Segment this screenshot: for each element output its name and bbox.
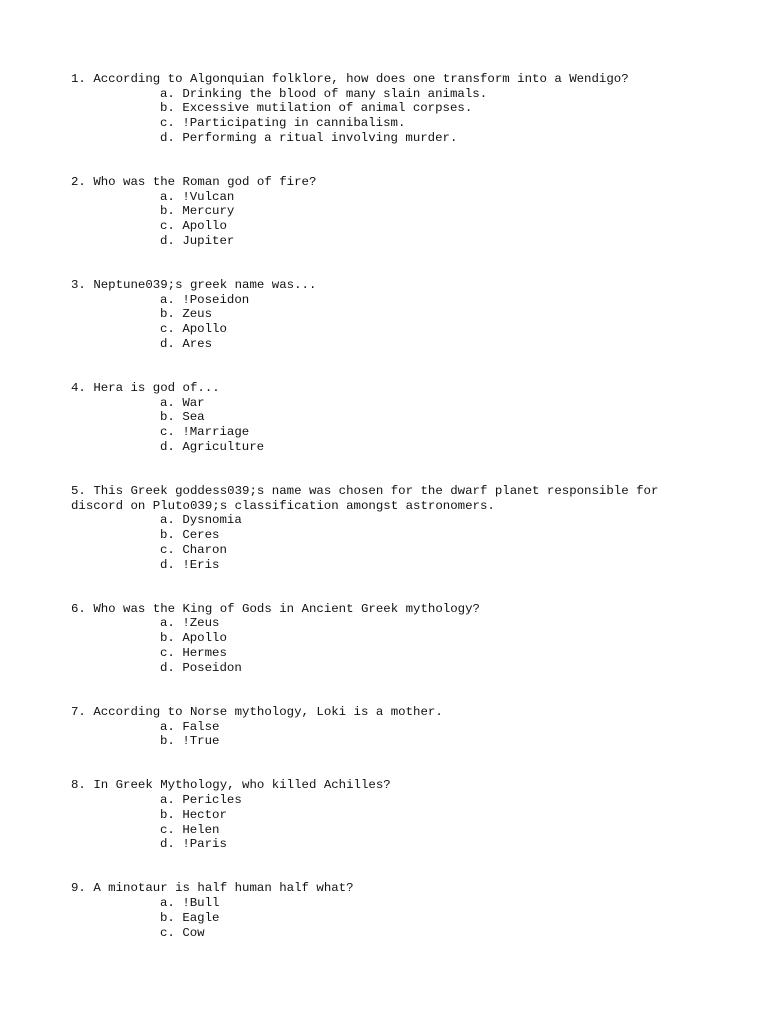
option-letter: d. bbox=[160, 557, 175, 572]
option-b bbox=[160, 808, 711, 823]
question-text bbox=[71, 484, 711, 513]
option-letter: a. bbox=[160, 86, 175, 101]
option-list bbox=[71, 720, 711, 749]
option-list bbox=[71, 87, 711, 146]
option-a bbox=[160, 396, 711, 411]
question-5 bbox=[71, 484, 711, 572]
option-letter: d. bbox=[160, 837, 175, 852]
option-text: Apollo bbox=[182, 219, 227, 234]
option-letter: b. bbox=[160, 307, 175, 322]
option-letter: b. bbox=[160, 734, 175, 749]
option-text: Charon bbox=[182, 542, 227, 557]
option-text: Poseidon bbox=[182, 660, 242, 675]
option-letter: a. bbox=[160, 896, 175, 911]
option-c bbox=[160, 219, 711, 234]
option-text: Cow bbox=[182, 925, 205, 940]
option-b bbox=[160, 528, 711, 543]
question-prompt: In Greek Mythology, who killed Achilles? bbox=[93, 778, 391, 793]
option-text: Jupiter bbox=[182, 233, 235, 248]
option-text: !Vulcan bbox=[182, 189, 235, 204]
option-c bbox=[160, 823, 711, 838]
option-list bbox=[71, 616, 711, 675]
option-text: Excessive mutilation of animal corpses. bbox=[182, 101, 473, 116]
option-a bbox=[160, 896, 711, 911]
option-letter: a. bbox=[160, 616, 175, 631]
question-text bbox=[71, 881, 711, 896]
option-letter: b. bbox=[160, 410, 175, 425]
quiz-document bbox=[71, 72, 711, 970]
option-a bbox=[160, 293, 711, 308]
option-list bbox=[71, 896, 711, 940]
option-text: Ares bbox=[182, 336, 213, 351]
option-list bbox=[71, 513, 711, 572]
option-list bbox=[71, 293, 711, 352]
option-c bbox=[160, 322, 711, 337]
option-text: Apollo bbox=[182, 631, 227, 646]
option-text: Zeus bbox=[182, 307, 213, 322]
question-prompt: Neptune039;s greek name was... bbox=[93, 278, 317, 293]
option-text: Helen bbox=[182, 822, 220, 837]
option-b bbox=[160, 101, 711, 116]
option-b bbox=[160, 410, 711, 425]
option-letter: d. bbox=[160, 336, 175, 351]
question-prompt: Who was the Roman god of fire? bbox=[93, 175, 317, 190]
option-text: !Eris bbox=[182, 557, 220, 572]
option-text: Pericles bbox=[182, 793, 242, 808]
option-letter: a. bbox=[160, 292, 175, 307]
question-2 bbox=[71, 175, 711, 249]
option-letter: c. bbox=[160, 645, 175, 660]
option-text: !Bull bbox=[182, 896, 220, 911]
question-number: 4. bbox=[71, 381, 86, 396]
option-text: !Participating in cannibalism. bbox=[182, 116, 406, 131]
option-letter: d. bbox=[160, 130, 175, 145]
option-b bbox=[160, 307, 711, 322]
option-b bbox=[160, 734, 711, 749]
option-list bbox=[71, 793, 711, 852]
question-prompt: According to Algonquian folklore, how does one transform into a Wendigo? bbox=[93, 72, 629, 86]
option-letter: b. bbox=[160, 204, 175, 219]
option-letter: d. bbox=[160, 439, 175, 454]
option-letter: d. bbox=[160, 660, 175, 675]
option-text: Hermes bbox=[182, 645, 227, 660]
option-d bbox=[160, 337, 711, 352]
option-letter: a. bbox=[160, 793, 175, 808]
option-letter: b. bbox=[160, 528, 175, 543]
option-b bbox=[160, 911, 711, 926]
option-letter: a. bbox=[160, 719, 175, 734]
option-letter: b. bbox=[160, 631, 175, 646]
option-list bbox=[71, 396, 711, 455]
question-7 bbox=[71, 705, 711, 749]
option-text: Sea bbox=[182, 410, 205, 425]
option-d bbox=[160, 234, 711, 249]
option-c bbox=[160, 646, 711, 661]
option-a bbox=[160, 513, 711, 528]
question-1 bbox=[71, 72, 711, 146]
question-text bbox=[71, 705, 711, 720]
option-text: False bbox=[182, 719, 220, 734]
option-a bbox=[160, 720, 711, 735]
option-text: Agriculture bbox=[182, 439, 265, 454]
option-a bbox=[160, 87, 711, 102]
question-9 bbox=[71, 881, 711, 940]
question-text bbox=[71, 602, 711, 617]
option-letter: b. bbox=[160, 910, 175, 925]
option-letter: b. bbox=[160, 807, 175, 822]
option-letter: a. bbox=[160, 513, 175, 528]
option-text: Eagle bbox=[182, 910, 220, 925]
question-number: 3. bbox=[71, 278, 86, 293]
option-a bbox=[160, 190, 711, 205]
question-6 bbox=[71, 602, 711, 676]
option-text: !Poseidon bbox=[182, 292, 250, 307]
question-prompt: Who was the King of Gods in Ancient Greek mythology? bbox=[93, 601, 480, 616]
option-letter: c. bbox=[160, 822, 175, 837]
option-text: Mercury bbox=[182, 204, 235, 219]
option-text: !Paris bbox=[182, 837, 227, 852]
option-text: !True bbox=[182, 734, 220, 749]
option-d bbox=[160, 131, 711, 146]
question-number: 5. bbox=[71, 484, 86, 499]
option-d bbox=[160, 661, 711, 676]
option-c bbox=[160, 116, 711, 131]
option-text: Apollo bbox=[182, 322, 227, 337]
option-b bbox=[160, 204, 711, 219]
question-number: 6. bbox=[71, 601, 86, 616]
option-b bbox=[160, 631, 711, 646]
option-letter: c. bbox=[160, 925, 175, 940]
option-letter: d. bbox=[160, 233, 175, 248]
question-prompt: This Greek goddess039;s name was chosen for the dwarf planet responsible for discord on Pluto039;s classification amongst astronomers. bbox=[71, 484, 659, 513]
option-text: War bbox=[182, 395, 205, 410]
question-number: 8. bbox=[71, 778, 86, 793]
question-prompt: Hera is god of... bbox=[93, 381, 220, 396]
question-prompt: According to Norse mythology, Loki is a mother. bbox=[93, 704, 443, 719]
option-letter: a. bbox=[160, 395, 175, 410]
option-text: !Marriage bbox=[182, 425, 250, 440]
option-letter: b. bbox=[160, 101, 175, 116]
option-text: Dysnomia bbox=[182, 513, 242, 528]
question-number: 1. bbox=[71, 72, 86, 86]
option-text: Hector bbox=[182, 807, 227, 822]
option-list bbox=[71, 190, 711, 249]
option-text: Performing a ritual involving murder. bbox=[182, 130, 458, 145]
question-3 bbox=[71, 278, 711, 352]
option-text: !Zeus bbox=[182, 616, 220, 631]
option-letter: c. bbox=[160, 542, 175, 557]
option-letter: c. bbox=[160, 219, 175, 234]
question-text bbox=[71, 72, 711, 87]
question-text bbox=[71, 381, 711, 396]
question-text bbox=[71, 278, 711, 293]
option-a bbox=[160, 793, 711, 808]
option-text: Drinking the blood of many slain animals. bbox=[182, 86, 488, 101]
option-a bbox=[160, 616, 711, 631]
option-letter: c. bbox=[160, 322, 175, 337]
option-d bbox=[160, 440, 711, 455]
question-prompt: A minotaur is half human half what? bbox=[93, 881, 354, 896]
option-letter: a. bbox=[160, 189, 175, 204]
question-text bbox=[71, 778, 711, 793]
option-letter: c. bbox=[160, 425, 175, 440]
question-4 bbox=[71, 381, 711, 455]
question-text bbox=[71, 175, 711, 190]
option-c bbox=[160, 926, 711, 941]
question-number: 2. bbox=[71, 175, 86, 190]
option-d bbox=[160, 558, 711, 573]
option-d bbox=[160, 837, 711, 852]
question-8 bbox=[71, 778, 711, 852]
question-number: 7. bbox=[71, 704, 86, 719]
option-letter: c. bbox=[160, 116, 175, 131]
option-text: Ceres bbox=[182, 528, 220, 543]
option-c bbox=[160, 425, 711, 440]
option-c bbox=[160, 543, 711, 558]
question-number: 9. bbox=[71, 881, 86, 896]
